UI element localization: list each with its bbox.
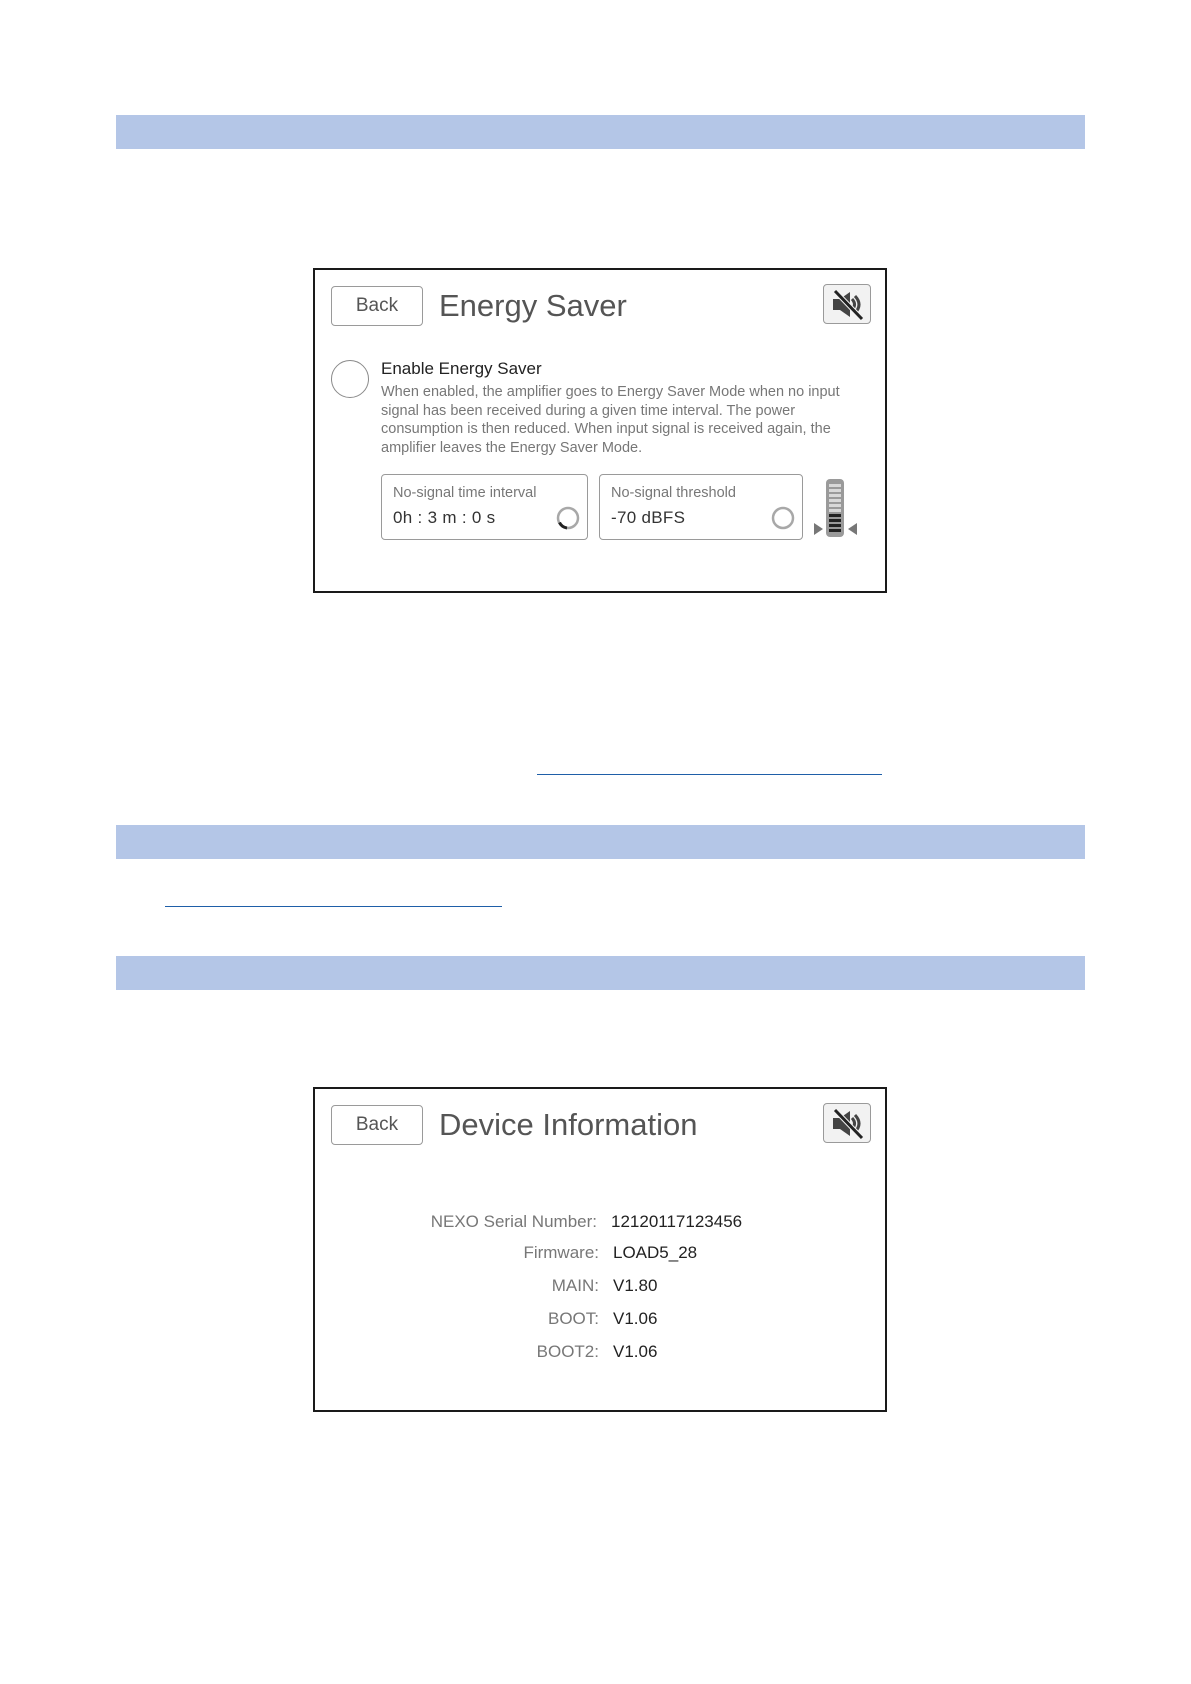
section-header-band — [116, 825, 1085, 859]
page-title: Energy Saver — [439, 288, 627, 323]
info-label: Firmware: — [523, 1243, 599, 1262]
section-header-band — [116, 115, 1085, 149]
speaker-mute-icon — [830, 1107, 866, 1141]
info-label: MAIN: — [551, 1276, 599, 1295]
info-label: NEXO Serial Number: — [430, 1212, 597, 1231]
info-value: V1.06 — [613, 1309, 658, 1328]
info-row-main — [315, 1276, 885, 1302]
enable-energy-saver-label: Enable Energy Saver — [381, 359, 542, 378]
speaker-mute-icon — [830, 288, 866, 322]
rotary-knob-icon[interactable] — [555, 505, 581, 531]
info-row-firmware — [315, 1243, 885, 1269]
enable-energy-saver-toggle[interactable] — [331, 360, 369, 398]
field-label: No-signal time interval — [393, 485, 537, 501]
info-row-serial-number — [315, 1212, 885, 1238]
info-value: 12120117123456 — [611, 1212, 743, 1231]
mute-button[interactable] — [823, 284, 871, 324]
info-label: BOOT: — [547, 1309, 599, 1328]
info-value: V1.06 — [613, 1342, 658, 1361]
enable-energy-saver-description: When enabled, the amplifier goes to Energy Saver Mode when no input signal has been received during a given time interval. The power consumption is then reduced. When input signal is received again, the amplifier leaves the Energy Saver Mode. — [381, 384, 840, 456]
back-button[interactable]: Back — [331, 1105, 423, 1145]
field-label: No-signal threshold — [611, 485, 736, 501]
energy-saver-screen — [313, 268, 887, 593]
level-meter-icon — [812, 478, 862, 540]
hyperlink-underline[interactable] — [165, 906, 502, 907]
page-title: Device Information — [439, 1107, 698, 1142]
back-button[interactable]: Back — [331, 286, 423, 326]
hyperlink-underline[interactable] — [537, 774, 882, 775]
info-row-boot2 — [315, 1342, 885, 1368]
info-value: LOAD5_28 — [613, 1243, 698, 1262]
field-value: -70 dBFS — [611, 508, 686, 527]
device-information-screen — [313, 1087, 887, 1412]
rotary-knob-icon[interactable] — [770, 505, 796, 531]
section-header-band — [116, 956, 1085, 990]
info-value: V1.80 — [613, 1276, 658, 1295]
no-signal-time-interval-field[interactable] — [381, 474, 588, 540]
info-row-boot — [315, 1309, 885, 1335]
mute-button[interactable] — [823, 1103, 871, 1143]
field-value: 0h : 3 m : 0 s — [393, 508, 496, 527]
no-signal-threshold-field[interactable] — [599, 474, 803, 540]
info-label: BOOT2: — [536, 1342, 599, 1361]
